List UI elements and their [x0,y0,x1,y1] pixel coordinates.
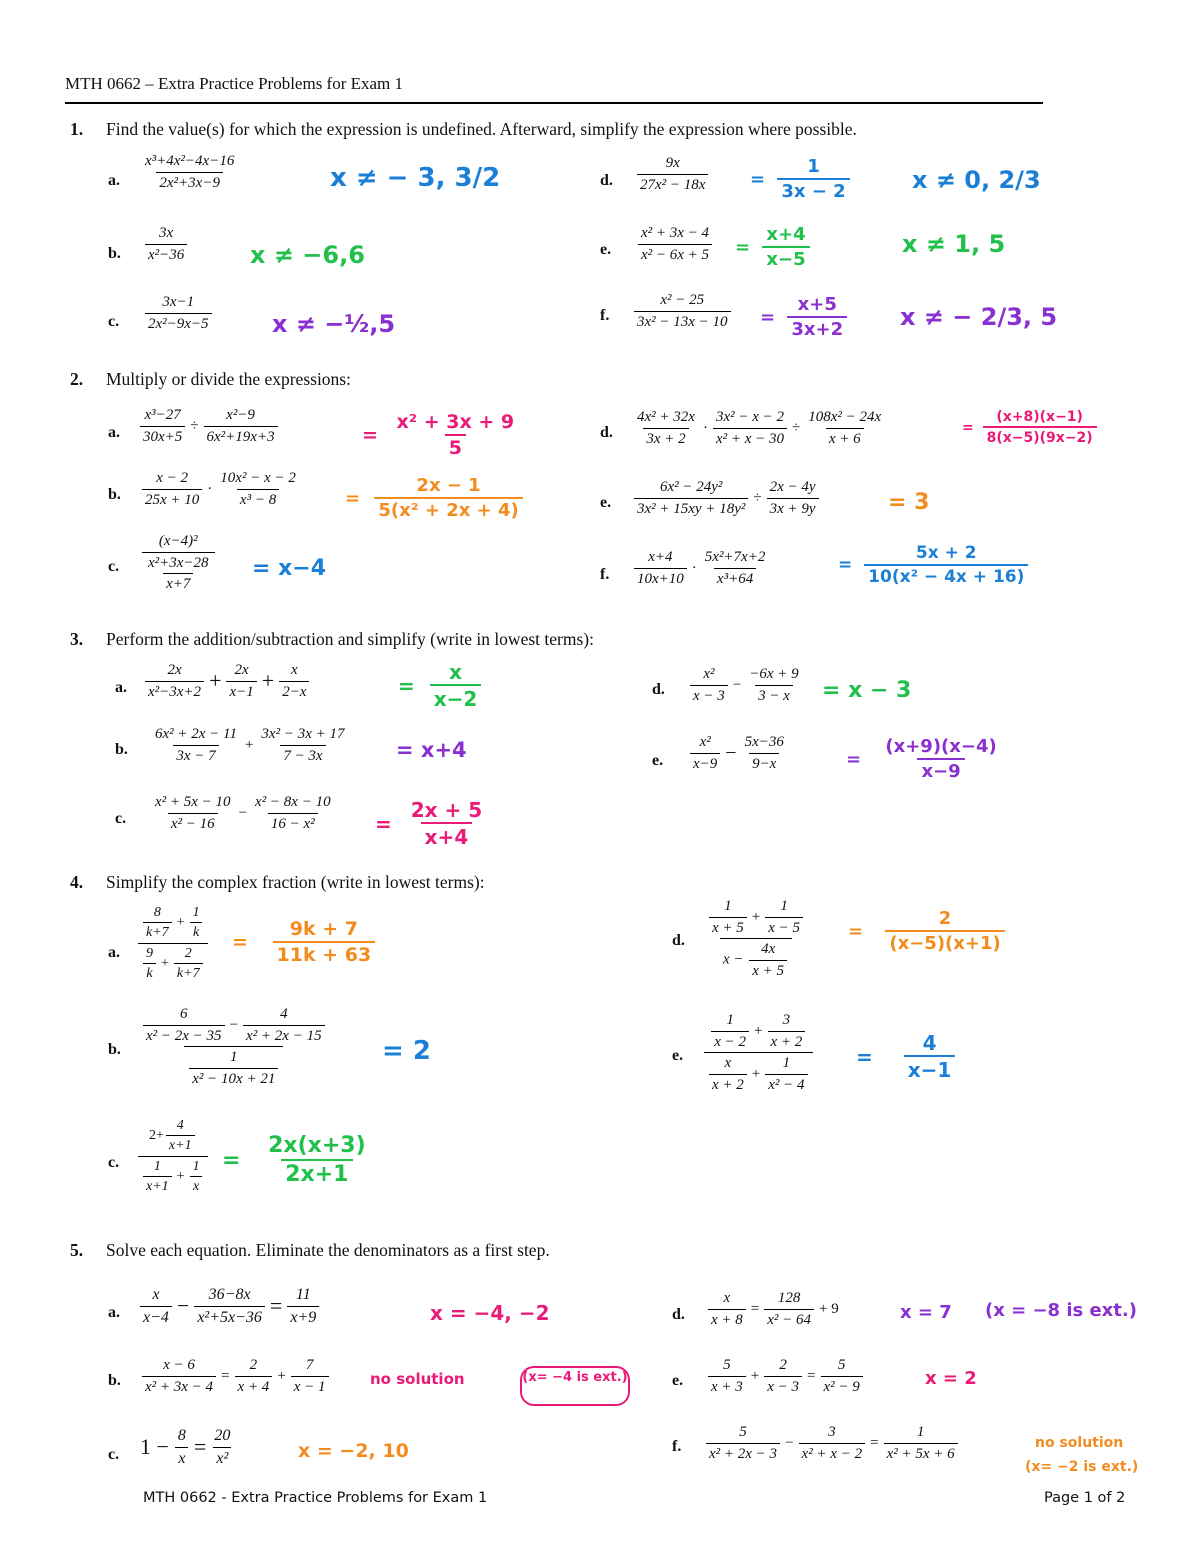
p3c-answer: = $\frac{2x + 5}{x+4}$ [375,798,483,849]
p1e-answer: = $\frac{x+4}{x-5}$ [735,226,810,269]
p1b-label: b. [108,245,121,262]
p3d-label: d. [652,681,665,698]
p3a-expression: $\frac{2x}{\text{x²−3x+2}}$ + $\frac{2x}{x-1}$ + $\frac{x}{2-x}$ [143,662,311,700]
p1f-restriction: x ≠ − 2/3, 5 [900,303,1058,331]
header-rule [65,102,1043,104]
p3e-label: e. [652,752,664,769]
p4d-expression: $\frac{1}{x + 5}$ + $\frac{1}{x - 5}$ x − $\frac{4x}{x + 5}$ [702,898,810,979]
problem-5-instructions: 5. Solve each equation. Eliminate the denominators as a first step. [70,1240,550,1260]
p3c-label: c. [115,810,127,827]
p5a-expression: $\frac{x}{x-4}$ − $\frac{36-8x}{\text{x²+5x−36}}$ = $\frac{11}{x+9}$ [138,1286,321,1326]
p2b-answer: = $\frac{2x - 1}{\text{5(x² + 2x + 4)}}$ [345,477,523,520]
p1e-label: e. [600,241,612,258]
p2d-answer: = $\frac{(x+8)(x-1)}{8(x-5)(9x-2)}$ [962,410,1097,445]
p5b-expression: $\frac{x - 6}{\text{x² + 3x − 4}}$ = $\frac{2}{x + 4}$ + $\frac{7}{x - 1}$ [140,1357,331,1395]
p2c-expression: $\frac{\text{(x−4)²}}{\frac{\text{x²+3x−28}}{x+7}}$ [140,533,217,593]
p4b-expression: $\frac{6}{\text{x² − 2x − 35}}$ − $\frac{4}{\text{x² + 2x − 15}}$ $\frac{1}{\text{x² − 10x + 21}}$ [136,1006,332,1087]
p4e-answer: = $\frac{4}{x-1}$ [856,1033,955,1080]
problem-4-instructions: 4. Simplify the complex fraction (write in lowest terms): [70,872,485,892]
p2a-label: a. [108,424,120,441]
p5d-expression: $\frac{x}{x + 8}$ = $\frac{128}{\text{x² − 64}}$ + 9 [706,1290,842,1328]
p1f-answer: = $\frac{x+5}{3x+2}$ [760,296,847,339]
p1d-answer: = $\frac{1}{3x - 2}$ [750,158,850,201]
p5b-answer: no solution [370,1370,465,1388]
p1e-expression: $\frac{\text{x² + 3x − 4}}{\text{x² − 6x + 5}}$ [636,225,714,263]
p4d-answer: = $\frac{2}{(x-5)(x+1)}$ [848,910,1005,953]
page-number: Page 1 of 2 [1044,1490,1126,1506]
p2b-label: b. [108,486,121,503]
p5f-expression: $\frac{5}{\text{x² + 2x − 3}}$ − $\frac{3}{\text{x² + x − 2}}$ = $\frac{1}{\text{x² + 5x + 6}}$ [704,1424,960,1462]
p2d-expression: $\frac{\text{4x² + 32x}}{3x + 2}$ · $\frac{\text{3x² − x − 2}}{\text{x² + x − 30}}$ ÷ $\frac{\text{108x² − 24x}}{x + 6}$ [637,409,882,447]
p2f-answer: = $\frac{5x + 2}{\text{10(x² − 4x + 16)}}$ [838,545,1028,586]
p4a-answer: = $\frac{9k + 7}{11k + 63}$ [232,920,375,965]
p2e-answer: = 3 [888,490,930,515]
p2c-answer: = x−4 [252,556,327,581]
p1d-restriction: x ≠ 0, 2/3 [912,166,1041,194]
p3e-expression: $\frac{\text{x²}}{x-9}$ − $\frac{5x-36}{9-x}$ [688,734,789,772]
p4b-label: b. [108,1041,121,1058]
problem-1-instructions: 1. Find the value(s) for which the expression is undefined. Afterward, simplify the expression where possible. [70,119,857,139]
p2c-label: c. [108,558,120,575]
page-footer-title: MTH 0662 - Extra Practice Problems for Exam 1 [143,1490,488,1506]
p1f-label: f. [600,307,610,324]
p4e-label: e. [672,1047,684,1064]
p2a-expression: $\frac{\text{x³−27}}{30x+5}$ ÷ $\frac{\text{x²−9}}{\text{6x²+19x+3}}$ [138,407,280,445]
p4d-label: d. [672,932,685,949]
p4c-answer: = $\frac{2x(x+3)}{2x+1}$ [222,1133,366,1187]
p2e-label: e. [600,494,612,511]
p2f-label: f. [600,566,610,583]
p4e-expression: $\frac{1}{x - 2}$ + $\frac{3}{x + 2}$ $\frac{x}{x + 2}$ + $\frac{1}{\text{x² − 4}}$ [702,1012,815,1093]
p5c-label: c. [108,1446,120,1463]
p1b-answer: x ≠ −6,6 [250,241,365,269]
p4a-label: a. [108,944,120,961]
p1f-expression: $\frac{\text{x² − 25}}{\text{3x² − 13x − 10}}$ [632,292,733,330]
p5d-label: d. [672,1306,685,1323]
p2b-expression: $\frac{x - 2}{25x + 10}$ · $\frac{\text{10x² − x − 2}}{\text{x³ − 8}}$ [140,470,301,508]
p5f-answer: no solution [1035,1435,1124,1451]
p1d-expression: $\frac{9x}{\text{27x² − 18x}}$ [635,155,710,193]
p3d-expression: $\frac{\text{x²}}{x - 3}$ − $\frac{-6x + 9}{3 - x}$ [688,666,804,704]
p5d-answer: x = 7 [900,1302,952,1323]
p4a-expression: $\frac{8}{k+7}$ + $\frac{1}{k}$ $\frac{9}{k}$ + $\frac{2}{k+7}$ [136,905,210,982]
p3e-answer: = $\frac{(x+9)(x-4)}{x-9}$ [846,736,997,782]
p1d-label: d. [600,172,613,189]
p2f-expression: $\frac{x+4}{10x+10}$ · $\frac{\text{5x²+7x+2}}{\text{x³+64}}$ [632,549,770,587]
p5c-expression: 1 − $\frac{8}{x}$ = $\frac{20}{\text{x²}}$ [140,1427,231,1467]
p1a-expression: $\frac{\text{x³+4x²−4x−16}}{\text{2x²+3x−9}}$ [145,153,235,191]
p5e-answer: x = 2 [925,1368,977,1389]
p5d-extraneous-note: (x = −8 is ext.) [985,1300,1137,1321]
p4c-expression: 2+ $\frac{4}{x+1}$ $\frac{1}{x+1}$ + $\frac{1}{x}$ [136,1118,210,1195]
p5c-answer: x = −2, 10 [298,1440,409,1462]
p1a-label: a. [108,172,120,189]
p3c-expression: $\frac{\text{x² + 5x − 10}}{\text{x² − 16}}$ − $\frac{\text{x² − 8x − 10}}{\text{16 − x²}}$ [155,794,331,832]
problem-2-instructions: 2. Multiply or divide the expressions: [70,369,351,389]
p3a-answer: = $\frac{x}{x-2}$ [398,662,481,709]
p3a-label: a. [115,679,127,696]
problem-3-instructions: 3. Perform the addition/subtraction and simplify (write in lowest terms): [70,629,594,649]
p5a-label: a. [108,1304,120,1321]
p5a-answer: x = −4, −2 [430,1301,550,1325]
p1e-restriction: x ≠ 1, 5 [902,230,1006,258]
p5f-extraneous-note: (x= −2 is ext.) [1025,1459,1139,1475]
p4b-answer: = 2 [382,1036,431,1066]
p1a-answer: x ≠ − 3, 3/2 [330,163,501,193]
p2a-answer: = $\frac{\text{x² + 3x + 9}}{5}$ [362,411,515,459]
p1c-expression: $\frac{3x-1}{\text{2x²−9x−5}}$ [143,294,214,332]
p5f-label: f. [672,1438,682,1455]
p3d-answer: = x − 3 [822,678,912,703]
p1c-answer: x ≠ −½,5 [272,310,396,338]
p1b-expression: $\frac{3x}{\text{x²−36}}$ [143,225,189,263]
page-header: MTH 0662 – Extra Practice Problems for Exam 1 [65,74,404,93]
p4c-label: c. [108,1154,120,1171]
p3b-expression: $\frac{\text{6x² + 2x − 11}}{3x - 7}$ + $\frac{\text{3x² − 3x + 17}}{7 - 3x}$ [155,726,345,764]
p5e-expression: $\frac{5}{x + 3}$ + $\frac{2}{x - 3}$ = $\frac{5}{\text{x² − 9}}$ [706,1357,865,1395]
p2d-label: d. [600,424,613,441]
p5e-label: e. [672,1372,684,1389]
p3b-answer: = x+4 [396,738,467,762]
p2e-expression: $\frac{\text{6x² − 24y²}}{\text{3x² + 15xy + 18y²}}$ ÷ $\frac{2x - 4y}{3x + 9y}$ [632,479,821,517]
p5b-label: b. [108,1372,121,1389]
p1c-label: c. [108,313,120,330]
p3b-label: b. [115,741,128,758]
p5b-extraneous-note: (x= −4 is ext.) [520,1366,630,1406]
